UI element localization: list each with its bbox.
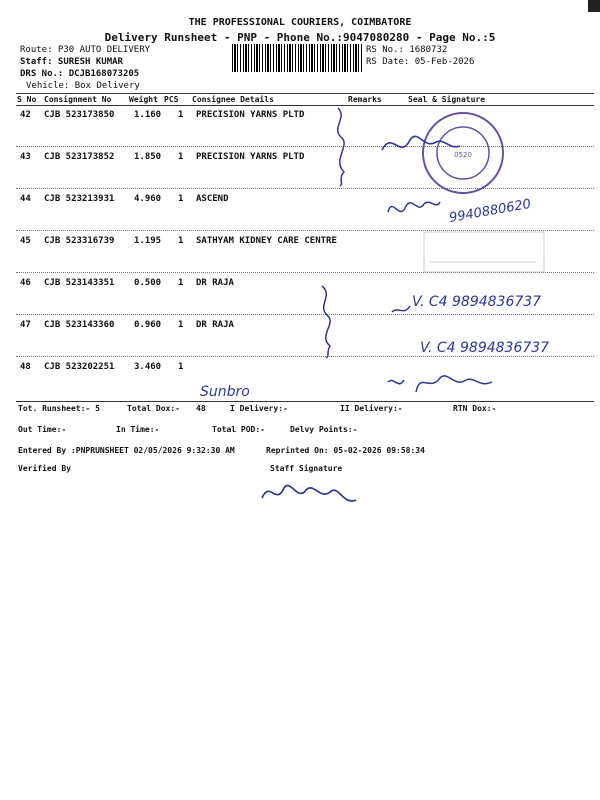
row-pcs: 1 <box>178 152 184 162</box>
col-seal-signature: Seal & Signature <box>408 95 486 104</box>
contact-row-46: V. C4 9894836737 <box>412 294 542 310</box>
row-consignment: CJB 523173852 <box>44 152 115 162</box>
rs-date: RS Date: 05-Feb-2026 <box>366 57 475 67</box>
route: Route: P30 AUTO DELIVERY <box>20 45 151 55</box>
phone-row-44: 9940880620 <box>448 196 533 226</box>
row-weight: 1.850 <box>134 152 162 162</box>
svg-text:0520: 0520 <box>454 151 472 159</box>
total-pod: Total POD:- <box>212 425 265 434</box>
row-consignee: ASCEND <box>196 194 229 204</box>
entered-by: Entered By :PNPRUNSHEET 02/05/2026 9:32:30 AM <box>18 446 235 455</box>
delvy-points: Delvy Points:- <box>290 425 358 434</box>
row-weight: 0.500 <box>134 278 162 288</box>
row-sno: 43 <box>20 152 31 162</box>
contact-row-47: V. C4 9894836737 <box>420 340 550 356</box>
staff-signature-label: Staff Signature <box>270 464 343 473</box>
signature-rows-42-43 <box>382 136 460 150</box>
row-consignment: CJB 523213931 <box>44 194 115 204</box>
total-dox-label: Total Dox:- <box>127 404 180 413</box>
row-consignment: CJB 523316739 <box>44 236 115 246</box>
row-consignee: SATHYAM KIDNEY CARE CENTRE <box>196 236 337 246</box>
row-weight: 1.160 <box>134 110 162 120</box>
col-consignment: Consignment No <box>44 95 112 104</box>
signature-row-48 <box>416 376 492 392</box>
signature-row-44 <box>388 202 440 212</box>
tick-mark <box>388 380 404 384</box>
col-weight: Weight <box>129 95 158 104</box>
company-name: THE PROFESSIONAL COURIERS, COIMBATORE <box>188 17 412 28</box>
company-seal-stamp <box>423 113 503 193</box>
row-pcs: 1 <box>178 362 184 372</box>
row-consignment: CJB 523143360 <box>44 320 115 330</box>
row-consignment: CJB 523173850 <box>44 110 115 120</box>
reprinted-on: Reprinted On: 05-02-2026 09:58:34 <box>266 446 425 455</box>
row-weight: 1.195 <box>134 236 162 246</box>
row-pcs: 1 <box>178 278 184 288</box>
out-time: Out Time:- <box>18 425 67 434</box>
tick-mark <box>392 306 410 312</box>
verified-by: Verified By <box>18 464 71 473</box>
row-consignee: PRECISION YARNS PLTD <box>196 110 305 120</box>
total-dox-value: 48 <box>196 404 206 413</box>
rs-number: RS No.: 1680732 <box>366 45 448 55</box>
row-sno: 46 <box>20 278 31 288</box>
remarks-bracket-mark <box>322 286 330 358</box>
ii-delivery: II Delivery:- <box>340 404 403 413</box>
row-sno: 48 <box>20 362 31 372</box>
row-consignment: CJB 523202251 <box>44 362 115 372</box>
row-pcs: 1 <box>178 110 184 120</box>
row-consignment: CJB 523143351 <box>44 278 115 288</box>
col-sno: S No <box>17 95 37 104</box>
col-remarks: Remarks <box>348 95 382 104</box>
row-weight: 3.460 <box>134 362 162 372</box>
col-consignee: Consignee Details <box>192 95 274 104</box>
in-time: In Time:- <box>116 425 160 434</box>
row-sno: 45 <box>20 236 31 246</box>
total-runsheet: Tot. Runsheet:- 5 <box>18 404 100 413</box>
i-delivery: I Delivery:- <box>230 404 288 413</box>
row-sno: 42 <box>20 110 31 120</box>
runsheet-title: Delivery Runsheet - PNP - Phone No.:9047080280 - Page No.:5 <box>104 31 496 44</box>
rtn-dox: RTN Dox:- <box>453 404 497 413</box>
row-sno: 44 <box>20 194 31 204</box>
remarks-bracket-mark <box>338 108 344 186</box>
staff: Staff: SURESH KUMAR <box>20 57 123 67</box>
drs-number: DRS No.: DCJB168073205 <box>20 69 140 79</box>
handwritten-row-48: Sunbro <box>200 384 250 400</box>
row-pcs: 1 <box>178 194 184 204</box>
row-consignee: DR RAJA <box>196 320 234 330</box>
faint-stamp-row-45 <box>424 232 544 272</box>
row-consignee: PRECISION YARNS PLTD <box>196 152 305 162</box>
row-sno: 47 <box>20 320 31 330</box>
row-pcs: 1 <box>178 236 184 246</box>
staff-signature <box>262 485 356 501</box>
vehicle: Vehicle: Box Delivery <box>26 81 140 91</box>
row-consignee: DR RAJA <box>196 278 234 288</box>
col-pcs: PCS <box>164 95 179 104</box>
row-weight: 0.960 <box>134 320 162 330</box>
row-pcs: 1 <box>178 320 184 330</box>
row-weight: 4.960 <box>134 194 162 204</box>
